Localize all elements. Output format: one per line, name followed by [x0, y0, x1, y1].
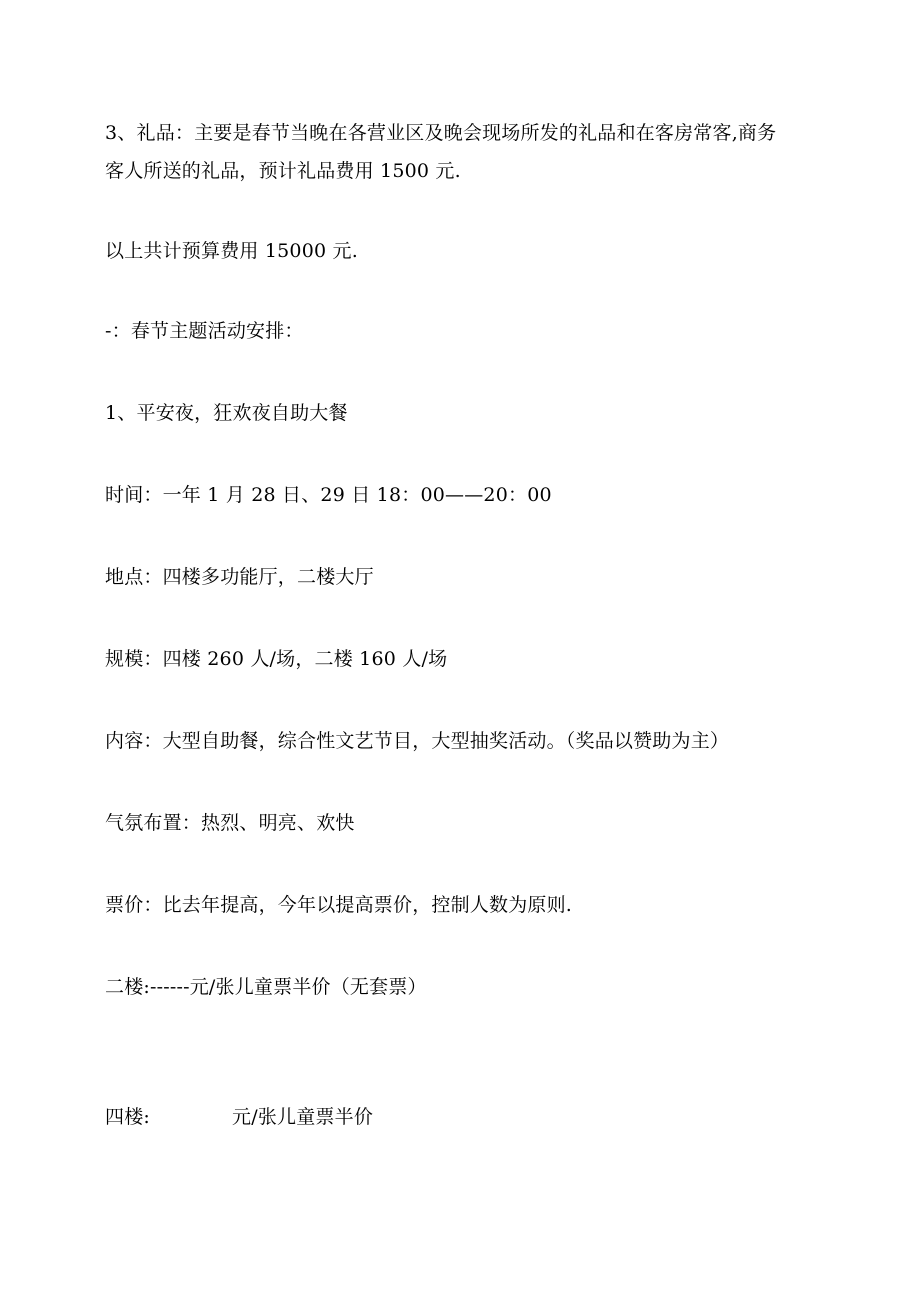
fourth-floor-rest: 元/张儿童票半价 [232, 1106, 374, 1128]
section-heading: -：春节主题活动安排： [105, 320, 304, 342]
event-location: 地点：四楼多功能厅，二楼大厅 [105, 566, 374, 588]
event-title: 1、平安夜，狂欢夜自助大餐 [105, 402, 348, 424]
gift-paragraph-line-1: 3、礼品：主要是春节当晚在各营业区及晚会现场所发的礼品和在客房常客,商务 [105, 122, 777, 144]
second-floor-price: 二楼:------元/张儿童票半价（无套票） [105, 976, 427, 998]
gift-paragraph-line-2: 客人所送的礼品，预计礼品费用 1500 元. [105, 160, 461, 182]
budget-total: 以上共计预算费用 15000 元. [105, 240, 358, 262]
event-ticket-price: 票价：比去年提高，今年以提高票价，控制人数为原则. [105, 894, 573, 916]
fourth-floor-label: 四楼: [105, 1106, 151, 1128]
event-content: 内容：大型自助餐，综合性文艺节目，大型抽奖活动。（奖品以赞助为主） [105, 730, 730, 752]
event-time: 时间：一年 1 月 28 日、29 日 18：00——20：00 [105, 484, 552, 506]
event-atmosphere: 气氛布置：热烈、明亮、欢快 [105, 812, 355, 834]
event-scale: 规模：四楼 260 人/场，二楼 160 人/场 [105, 648, 448, 670]
fourth-floor-price [105, 1100, 373, 1134]
